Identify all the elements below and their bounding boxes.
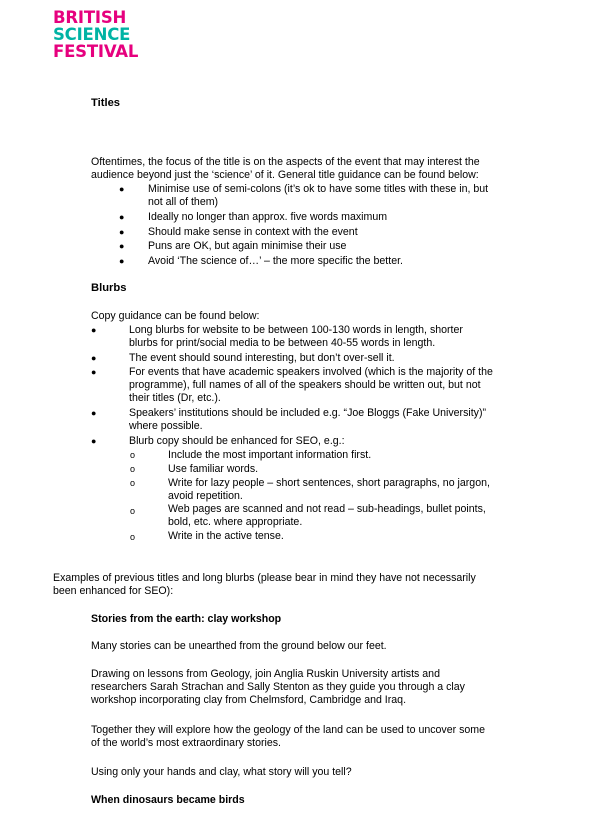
- blurbs-heading: Blurbs: [91, 282, 127, 294]
- example-1-paragraph-3-line-2: of the world’s most extraordinary stories.: [91, 737, 281, 749]
- logo-line-science: SCIENCE: [53, 25, 131, 44]
- example-1-paragraph-2-line-1: Drawing on lessons from Geology, join Anglia Ruskin University artists and: [91, 668, 440, 680]
- titles-bullet-1-line-1: Minimise use of semi-colons (it’s ok to have some titles with these in, but: [148, 183, 489, 195]
- blurbs-sub-bullet-1: Include the most important information first.: [168, 449, 372, 461]
- example-1-paragraph-1: Many stories can be unearthed from the ground below our feet.: [91, 640, 387, 652]
- blurbs-bullet-3-line-3: their titles (Dr, etc.).: [129, 392, 221, 404]
- blurbs-sub-bullet-3-line-1: Write for lazy people – short sentences, short paragraphs, no jargon,: [168, 477, 490, 489]
- bullet-marker: ●: [91, 408, 97, 418]
- logo-line-british: BRITISH: [53, 8, 127, 27]
- titles-bullet-1-line-2: not all of them): [148, 196, 219, 208]
- bullet-marker: ●: [119, 256, 125, 266]
- sub-bullet-marker: o: [130, 464, 136, 474]
- blurbs-bullet-2: The event should sound interesting, but don’t over-sell it.: [129, 352, 395, 364]
- blurbs-sub-bullet-5: Write in the active tense.: [168, 530, 284, 542]
- sub-bullet-marker: o: [130, 532, 136, 542]
- titles-bullet-3: Should make sense in context with the event: [148, 226, 358, 238]
- logo-line-festival: FESTIVAL: [53, 42, 139, 61]
- british-science-festival-logo: [53, 9, 138, 60]
- example-1-paragraph-2-line-2: researchers Sarah Strachan and Sally Stenton as they guide you through a clay: [91, 681, 465, 693]
- bullet-marker: ●: [91, 436, 97, 446]
- blurbs-bullet-1-line-1: Long blurbs for website to be between 100-130 words in length, shorter: [129, 324, 463, 336]
- examples-intro-line-2: been enhanced for SEO):: [53, 585, 174, 597]
- titles-intro-line-2: audience beyond just the ‘science’ of it. General title guidance can be found below:: [91, 169, 479, 181]
- blurbs-bullet-4-line-1: Speakers’ institutions should be included e.g. “Joe Bloggs (Fake University)”: [129, 407, 487, 419]
- sub-bullet-marker: o: [130, 478, 136, 488]
- example-1-paragraph-3-line-1: Together they will explore how the geology of the land can be used to uncover some: [91, 724, 485, 736]
- bullet-marker: ●: [91, 367, 97, 377]
- bullet-marker: ●: [91, 325, 97, 335]
- blurbs-sub-bullet-4-line-2: bold, etc. where appropriate.: [168, 516, 303, 528]
- titles-bullet-2: Ideally no longer than approx. five words maximum: [148, 211, 388, 223]
- blurbs-bullet-5: Blurb copy should be enhanced for SEO, e.g.:: [129, 435, 345, 447]
- example-1-title: Stories from the earth: clay workshop: [91, 613, 282, 625]
- blurbs-bullet-3-line-1: For events that have academic speakers involved (which is the majority of the: [129, 366, 493, 378]
- blurbs-bullet-3-line-2: programme), full names of all of the speakers should be written out, but not: [129, 379, 481, 391]
- bullet-marker: ●: [119, 241, 125, 251]
- bullet-marker: ●: [119, 227, 125, 237]
- titles-heading: Titles: [91, 97, 121, 109]
- blurbs-sub-bullet-3-line-2: avoid repetition.: [168, 490, 243, 502]
- blurbs-intro: Copy guidance can be found below:: [91, 310, 260, 322]
- blurbs-sub-bullet-4-line-1: Web pages are scanned and not read – sub-headings, bullet points,: [168, 503, 486, 515]
- bullet-marker: ●: [119, 184, 125, 194]
- sub-bullet-marker: o: [130, 450, 136, 460]
- blurbs-sub-bullet-2: Use familiar words.: [168, 463, 259, 475]
- titles-intro-line-1: Oftentimes, the focus of the title is on the aspects of the event that may interest the: [91, 156, 480, 168]
- titles-bullet-4: Puns are OK, but again minimise their use: [148, 240, 347, 252]
- blurbs-bullet-1-line-2: blurbs for print/social media to be between 40-55 words in length.: [129, 337, 436, 349]
- example-2-title: When dinosaurs became birds: [91, 794, 245, 806]
- example-1-paragraph-4: Using only your hands and clay, what story will you tell?: [91, 766, 352, 778]
- bullet-marker: ●: [119, 212, 125, 222]
- sub-bullet-marker: o: [130, 506, 136, 516]
- blurbs-bullet-4-line-2: where possible.: [129, 420, 203, 432]
- bullet-marker: ●: [91, 353, 97, 363]
- examples-intro-line-1: Examples of previous titles and long blurbs (please bear in mind they have not necessarily: [53, 572, 476, 584]
- example-1-paragraph-2-line-3: workshop incorporating clay from Chelmsford, Cambridge and Iraq.: [91, 694, 407, 706]
- titles-bullet-5: Avoid ‘The science of…’ – the more specific the better.: [148, 255, 403, 267]
